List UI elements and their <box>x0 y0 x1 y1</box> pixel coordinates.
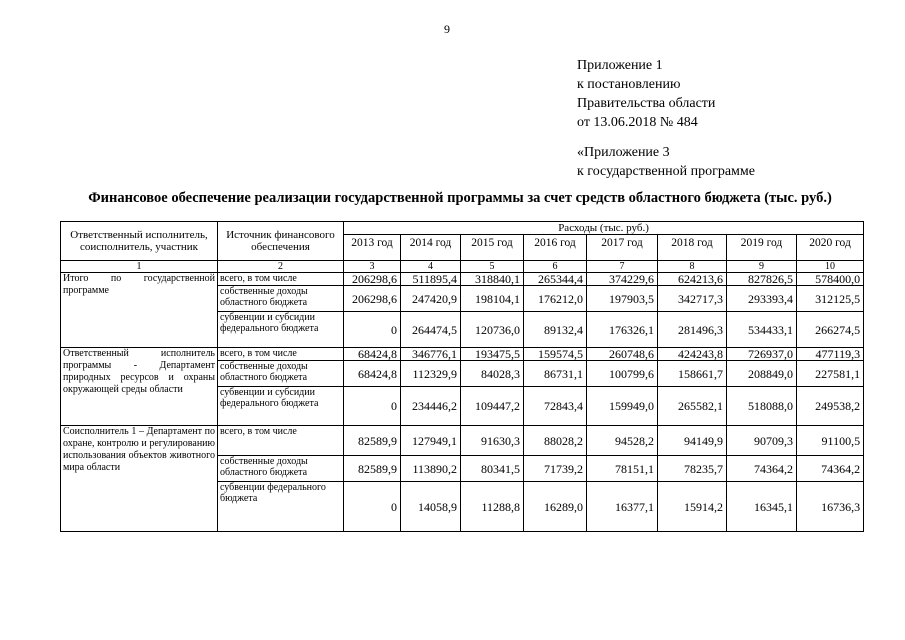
value-cell: 0 <box>344 312 401 348</box>
source-cell: собственные доходы областного бюджета <box>218 286 344 312</box>
appendix-line: «Приложение 3 <box>577 145 670 160</box>
value-cell: 534433,1 <box>727 312 797 348</box>
value-cell: 234446,2 <box>401 387 461 426</box>
value-cell: 113890,2 <box>401 456 461 482</box>
value-cell: 109447,2 <box>461 387 524 426</box>
value-cell: 624213,6 <box>658 273 727 286</box>
value-cell: 68424,8 <box>344 348 401 361</box>
source-cell: собственные доходы областного бюджета <box>218 361 344 387</box>
value-cell: 127949,1 <box>401 426 461 456</box>
value-cell: 260748,6 <box>587 348 658 361</box>
appendix-line: к государственной программе <box>577 164 755 179</box>
value-cell: 293393,4 <box>727 286 797 312</box>
page-number: 9 <box>444 22 450 36</box>
value-cell: 193475,5 <box>461 348 524 361</box>
header-year: 2014 год <box>401 235 461 261</box>
header-year: 2018 год <box>658 235 727 261</box>
value-cell: 208849,0 <box>727 361 797 387</box>
responsible-cell: Соисполнитель 1 – Департамент по охране, контролю и регулированию использования объектов животного мира области <box>61 426 218 532</box>
appendix-block <box>577 56 715 132</box>
appendix-line: от 13.06.2018 № 484 <box>577 115 698 130</box>
value-cell: 78151,1 <box>587 456 658 482</box>
column-index: 10 <box>797 261 864 273</box>
value-cell: 74364,2 <box>797 456 864 482</box>
value-cell: 265344,4 <box>524 273 587 286</box>
column-index: 7 <box>587 261 658 273</box>
column-index: 3 <box>344 261 401 273</box>
table-row <box>61 426 864 456</box>
value-cell: 80341,5 <box>461 456 524 482</box>
value-cell: 91100,5 <box>797 426 864 456</box>
value-cell: 120736,0 <box>461 312 524 348</box>
value-cell: 91630,3 <box>461 426 524 456</box>
value-cell: 342717,3 <box>658 286 727 312</box>
value-cell: 82589,9 <box>344 456 401 482</box>
value-cell: 312125,5 <box>797 286 864 312</box>
value-cell: 511895,4 <box>401 273 461 286</box>
header-year: 2019 год <box>727 235 797 261</box>
value-cell: 346776,1 <box>401 348 461 361</box>
index-row <box>61 261 864 273</box>
value-cell: 16377,1 <box>587 482 658 532</box>
value-cell: 158661,7 <box>658 361 727 387</box>
header-source: Источник финансового обеспечения <box>218 222 344 261</box>
value-cell: 318840,1 <box>461 273 524 286</box>
source-cell: субвенции и субсидии федерального бюджета <box>218 387 344 426</box>
value-cell: 726937,0 <box>727 348 797 361</box>
value-cell: 159949,0 <box>587 387 658 426</box>
column-index: 2 <box>218 261 344 273</box>
value-cell: 78235,7 <box>658 456 727 482</box>
responsible-cell: Итого по государственной программе <box>61 273 218 348</box>
value-cell: 72843,4 <box>524 387 587 426</box>
value-cell: 94528,2 <box>587 426 658 456</box>
column-index: 4 <box>401 261 461 273</box>
value-cell: 477119,3 <box>797 348 864 361</box>
header-responsible: Ответственный исполнитель, соисполнитель, участник <box>61 222 218 261</box>
column-index: 9 <box>727 261 797 273</box>
appendix-line: Правительства области <box>577 96 716 111</box>
value-cell: 281496,3 <box>658 312 727 348</box>
value-cell: 14058,9 <box>401 482 461 532</box>
value-cell: 176326,1 <box>587 312 658 348</box>
value-cell: 68424,8 <box>344 361 401 387</box>
value-cell: 265582,1 <box>658 387 727 426</box>
header-year: 2015 год <box>461 235 524 261</box>
value-cell: 827826,5 <box>727 273 797 286</box>
responsible-cell: Ответственный исполнитель программы - Департамент природных ресурсов и охраны окружающей среды области <box>61 348 218 426</box>
value-cell: 88028,2 <box>524 426 587 456</box>
financing-table <box>60 221 864 532</box>
value-cell: 0 <box>344 387 401 426</box>
value-cell: 197903,5 <box>587 286 658 312</box>
header-year: 2016 год <box>524 235 587 261</box>
value-cell: 84028,3 <box>461 361 524 387</box>
value-cell: 74364,2 <box>727 456 797 482</box>
value-cell: 249538,2 <box>797 387 864 426</box>
value-cell: 71739,2 <box>524 456 587 482</box>
value-cell: 90709,3 <box>727 426 797 456</box>
value-cell: 266274,5 <box>797 312 864 348</box>
value-cell: 82589,9 <box>344 426 401 456</box>
appendix-line: Приложение 1 <box>577 58 663 73</box>
value-cell: 206298,6 <box>344 286 401 312</box>
value-cell: 578400,0 <box>797 273 864 286</box>
header-year: 2020 год <box>797 235 864 261</box>
value-cell: 112329,9 <box>401 361 461 387</box>
value-cell: 89132,4 <box>524 312 587 348</box>
source-cell: субвенции федерального бюджета <box>218 482 344 532</box>
value-cell: 176212,0 <box>524 286 587 312</box>
value-cell: 16736,3 <box>797 482 864 532</box>
source-cell: всего, в том числе <box>218 348 344 361</box>
value-cell: 94149,9 <box>658 426 727 456</box>
table-row <box>61 348 864 361</box>
appendix-program-block <box>577 143 755 181</box>
document-title: Финансовое обеспечение реализации государственной программы за счет средств областного бюджета (тыс. руб.) <box>88 190 832 206</box>
source-cell: собственные доходы областного бюджета <box>218 456 344 482</box>
value-cell: 16289,0 <box>524 482 587 532</box>
value-cell: 206298,6 <box>344 273 401 286</box>
value-cell: 518088,0 <box>727 387 797 426</box>
appendix-line: к постановлению <box>577 77 681 92</box>
value-cell: 424243,8 <box>658 348 727 361</box>
source-cell: всего, в том числе <box>218 426 344 456</box>
value-cell: 86731,1 <box>524 361 587 387</box>
value-cell: 11288,8 <box>461 482 524 532</box>
column-index: 5 <box>461 261 524 273</box>
value-cell: 374229,6 <box>587 273 658 286</box>
value-cell: 100799,6 <box>587 361 658 387</box>
source-cell: субвенции и субсидии федерального бюджета <box>218 312 344 348</box>
value-cell: 227581,1 <box>797 361 864 387</box>
value-cell: 264474,5 <box>401 312 461 348</box>
column-index: 8 <box>658 261 727 273</box>
column-index: 6 <box>524 261 587 273</box>
value-cell: 159574,5 <box>524 348 587 361</box>
header-year: 2017 год <box>587 235 658 261</box>
header-year: 2013 год <box>344 235 401 261</box>
value-cell: 15914,2 <box>658 482 727 532</box>
table-row <box>61 273 864 286</box>
value-cell: 247420,9 <box>401 286 461 312</box>
column-index: 1 <box>61 261 218 273</box>
value-cell: 16345,1 <box>727 482 797 532</box>
value-cell: 198104,1 <box>461 286 524 312</box>
source-cell: всего, в том числе <box>218 273 344 286</box>
header-expenses: Расходы (тыс. руб.) <box>344 222 864 235</box>
value-cell: 0 <box>344 482 401 532</box>
